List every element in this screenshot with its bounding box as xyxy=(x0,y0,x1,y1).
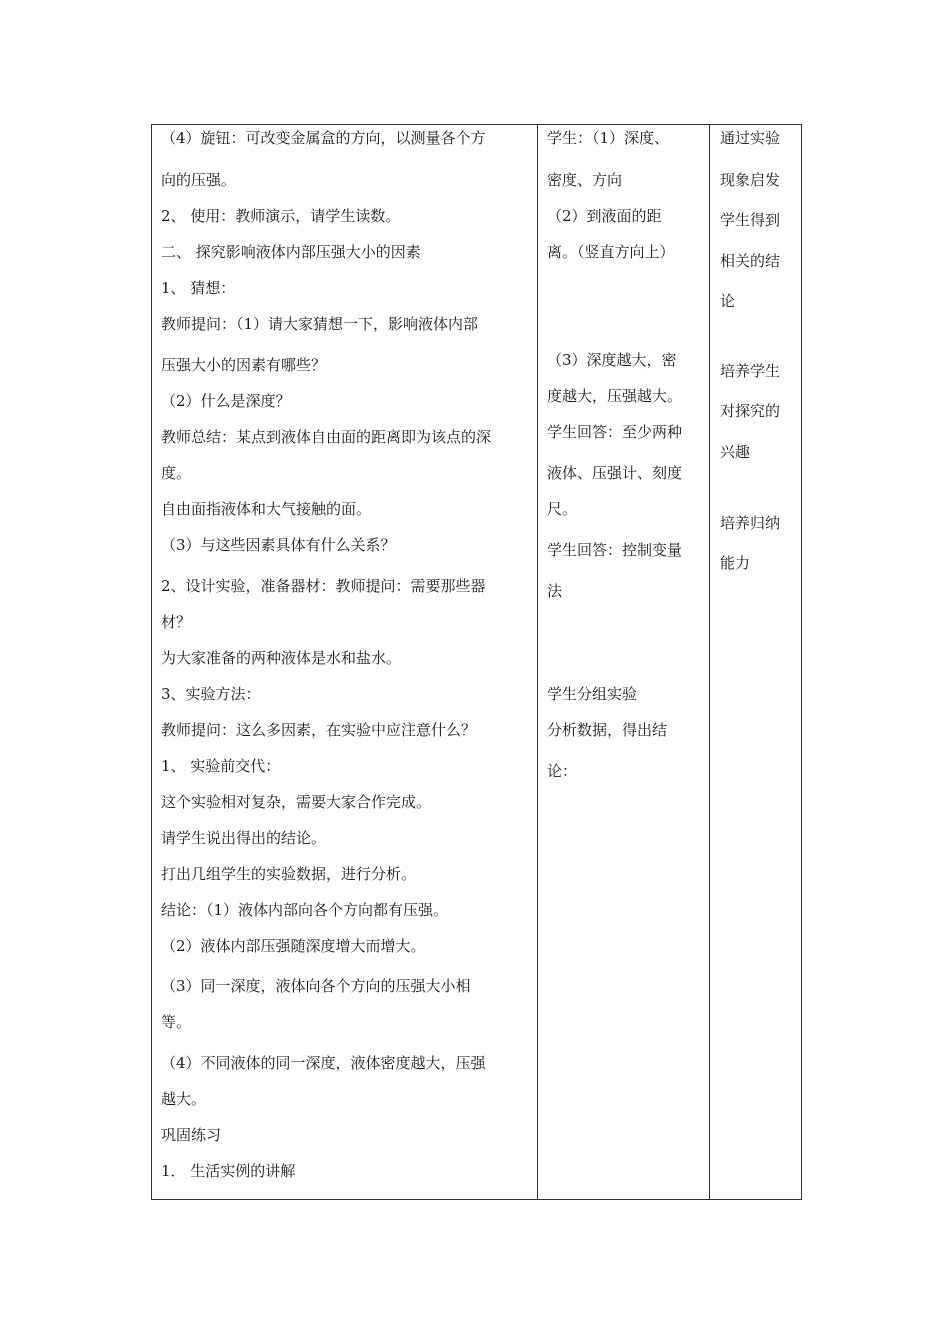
text-line: 度越大，压强越大。 xyxy=(547,387,683,405)
text-line: 打出几组学生的实验数据，进行分析。 xyxy=(161,865,417,883)
text-line: 现象启发 xyxy=(720,171,781,189)
text-line: 教师提问：这么多因素，在实验中应注意什么？ xyxy=(161,721,477,739)
text-line: 通过实验 xyxy=(720,129,781,147)
text-line: 学生回答：控制变量 xyxy=(547,541,683,559)
text-line: 度。 xyxy=(161,464,192,482)
text-line: （2）到液面的距 xyxy=(547,207,662,225)
text-line: （3）与这些因素具体有什么关系？ xyxy=(161,536,396,554)
text-line: 压强大小的因素有哪些？ xyxy=(161,356,327,374)
text-line: 这个实验相对复杂，需要大家合作完成。 xyxy=(161,793,432,811)
text-line: 巩固练习 xyxy=(161,1126,222,1144)
text-line: 教师总结：某点到液体自由面的距离即为该点的深 xyxy=(161,428,492,446)
text-line: 为大家准备的两种液体是水和盐水。 xyxy=(161,649,402,667)
lesson-table xyxy=(151,124,802,1200)
teacher-activity-cell xyxy=(152,125,538,1200)
text-line: （2）什么是深度？ xyxy=(161,392,291,410)
text-line: 培养学生 xyxy=(720,362,781,380)
text-line: 学生分组实验 xyxy=(547,685,638,703)
text-line: （3）同一深度，液体向各个方向的压强大小相 xyxy=(161,977,471,995)
text-line: 2、 使用：教师演示，请学生读数。 xyxy=(161,207,401,225)
text-line: 兴趣 xyxy=(720,443,751,461)
text-line: （3）深度越大，密 xyxy=(547,351,677,369)
text-line: 法 xyxy=(547,582,563,600)
text-line: 论： xyxy=(547,762,578,780)
design-intent-text xyxy=(710,125,801,1199)
text-line: 二、 探究影响液体内部压强大小的因素 xyxy=(161,243,421,261)
text-line: 分析数据，得出结 xyxy=(547,721,668,739)
text-line: 1、 实验前交代： xyxy=(161,757,281,775)
student-activity-cell xyxy=(538,125,710,1200)
text-line: 向的压强。 xyxy=(161,171,237,189)
text-line: 液体、压强计、刻度 xyxy=(547,464,683,482)
text-line: （4）不同液体的同一深度，液体密度越大，压强 xyxy=(161,1054,486,1072)
text-line: 1． 生活实例的讲解 xyxy=(161,1162,296,1180)
text-line: 请学生说出得出的结论。 xyxy=(161,829,327,847)
text-line: 密度、方向 xyxy=(547,171,623,189)
table-row xyxy=(152,125,802,1200)
text-line: 培养归纳 xyxy=(720,514,781,532)
text-line: 越大。 xyxy=(161,1090,207,1108)
text-line: 尺。 xyxy=(547,500,578,518)
text-line: 对探究的 xyxy=(720,402,781,420)
text-line: 材？ xyxy=(161,613,192,631)
text-line: 学生：（1）深度、 xyxy=(547,129,670,147)
text-line: 结论：（1）液体内部向各个方向都有压强。 xyxy=(161,901,449,919)
text-line: 2、设计实验，准备器材：教师提问：需要那些器 xyxy=(161,577,486,595)
text-line: 教师提问：（1）请大家猜想一下，影响液体内部 xyxy=(161,315,479,333)
text-line: 相关的结 xyxy=(720,252,781,270)
text-line: 学生得到 xyxy=(720,211,781,229)
text-line: 1、 猜想： xyxy=(161,279,236,297)
text-line: 自由面指液体和大气接触的面。 xyxy=(161,500,372,518)
design-intent-cell xyxy=(710,125,802,1200)
text-line: 离。（竖直方向上） xyxy=(547,243,675,261)
teacher-activity-text xyxy=(152,125,537,1199)
text-line: 论 xyxy=(720,292,736,310)
text-line: 学生回答：至少两种 xyxy=(547,423,683,441)
student-activity-text xyxy=(538,125,709,1199)
text-line: （2）液体内部压强随深度增大而增大。 xyxy=(161,937,426,955)
text-line: 3、实验方法： xyxy=(161,685,261,703)
text-line: 等。 xyxy=(161,1013,192,1031)
text-line: （4）旋钮：可改变金属盒的方向，以测量各个方 xyxy=(161,129,486,147)
text-line: 能力 xyxy=(720,554,751,572)
